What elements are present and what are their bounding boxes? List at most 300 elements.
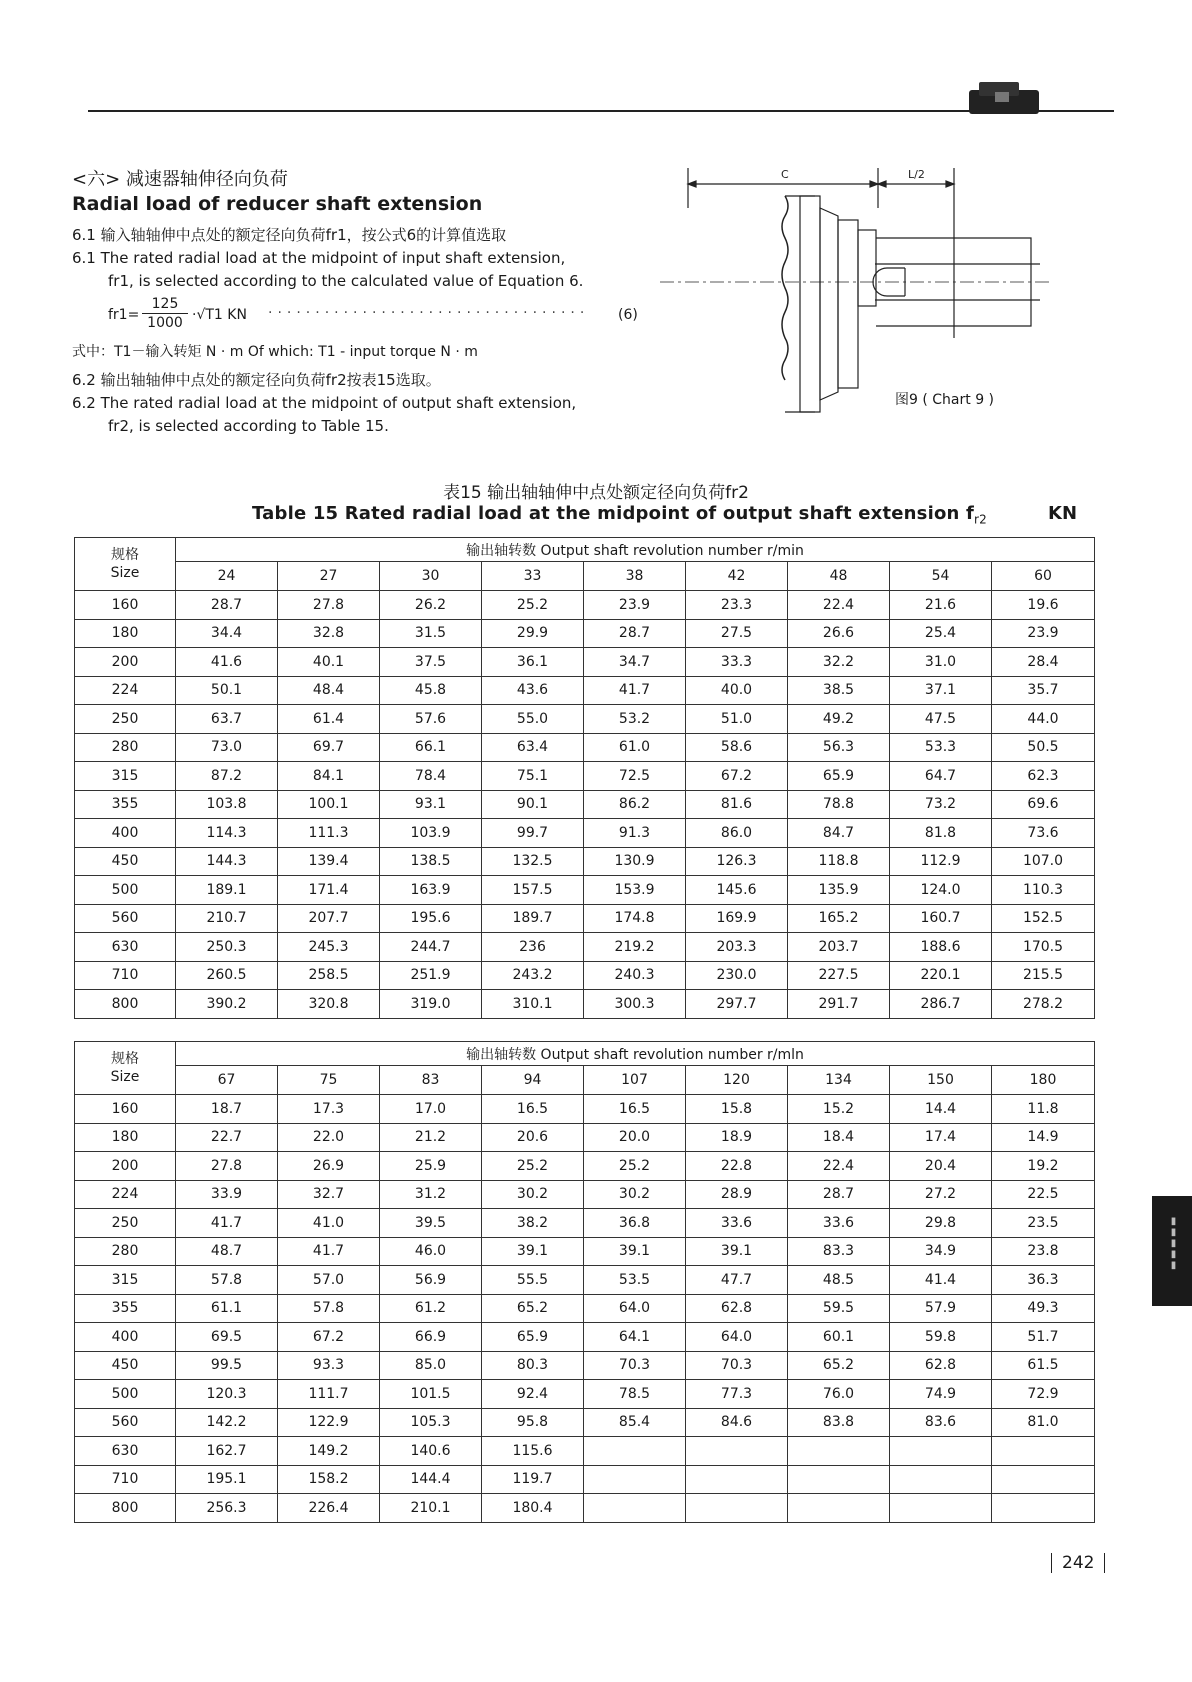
shaft-extension-diagram — [660, 168, 1050, 418]
load-cell: 27.8 — [176, 1152, 278, 1181]
load-cell: 23.9 — [992, 619, 1095, 648]
load-cell: 126.3 — [686, 847, 788, 876]
load-cell: 50.1 — [176, 676, 278, 705]
load-cell: 27.2 — [890, 1180, 992, 1209]
load-cell: 34.7 — [584, 648, 686, 677]
load-cell: 135.9 — [788, 876, 890, 905]
load-cell: 19.6 — [992, 591, 1095, 620]
load-cell: 114.3 — [176, 819, 278, 848]
load-cell: 93.3 — [278, 1351, 380, 1380]
para-6-1-cn: 6.1 输入轴轴伸中点处的额定径向负荷fr1，按公式6的计算值选取 — [72, 226, 507, 244]
load-cell: 28.4 — [992, 648, 1095, 677]
table-row — [75, 1266, 1095, 1295]
load-cell: 67.2 — [686, 762, 788, 791]
load-cell: 70.3 — [686, 1351, 788, 1380]
load-cell: 101.5 — [380, 1380, 482, 1409]
load-cell: 64.7 — [890, 762, 992, 791]
load-cell: 51.0 — [686, 705, 788, 734]
speed-header: 180 — [992, 1066, 1095, 1095]
size-header-cn: 规格 — [111, 547, 139, 563]
para-6-1-en-b: fr1, is selected according to the calculated value of Equation 6. — [108, 272, 584, 290]
load-cell: 152.5 — [992, 904, 1095, 933]
load-cell: 53.3 — [890, 733, 992, 762]
table-row — [75, 705, 1095, 734]
size-cell: 710 — [75, 961, 176, 990]
load-cell: 32.7 — [278, 1180, 380, 1209]
speed-header: 150 — [890, 1066, 992, 1095]
load-cell: 84.6 — [686, 1408, 788, 1437]
load-cell: 256.3 — [176, 1494, 278, 1523]
load-cell: 251.9 — [380, 961, 482, 990]
load-cell: 22.0 — [278, 1123, 380, 1152]
load-cell: 258.5 — [278, 961, 380, 990]
load-cell: 144.4 — [380, 1465, 482, 1494]
load-cell: 138.5 — [380, 847, 482, 876]
load-cell: 227.5 — [788, 961, 890, 990]
load-cell: 72.5 — [584, 762, 686, 791]
load-cell: 43.6 — [482, 676, 584, 705]
load-cell: 25.4 — [890, 619, 992, 648]
load-cell: 69.7 — [278, 733, 380, 762]
load-cell: 57.9 — [890, 1294, 992, 1323]
load-cell: 73.2 — [890, 790, 992, 819]
table-row — [75, 648, 1095, 677]
table-row — [75, 790, 1095, 819]
load-cell: 300.3 — [584, 990, 686, 1019]
load-cell: 50.5 — [992, 733, 1095, 762]
table-row — [75, 1437, 1095, 1466]
load-cell: 35.7 — [992, 676, 1095, 705]
load-cell: 74.9 — [890, 1380, 992, 1409]
load-cell: 57.0 — [278, 1266, 380, 1295]
size-cell: 500 — [75, 1380, 176, 1409]
formula-fraction — [142, 295, 188, 332]
load-cell: 286.7 — [890, 990, 992, 1019]
load-cell: 41.0 — [278, 1209, 380, 1238]
table-row — [75, 1294, 1095, 1323]
load-cell: 260.5 — [176, 961, 278, 990]
table-row — [75, 1494, 1095, 1523]
load-cell: 278.2 — [992, 990, 1095, 1019]
load-cell: 32.8 — [278, 619, 380, 648]
load-cell: 39.1 — [686, 1237, 788, 1266]
load-cell — [686, 1437, 788, 1466]
load-cell: 17.3 — [278, 1095, 380, 1124]
load-cell: 91.3 — [584, 819, 686, 848]
load-cell: 17.0 — [380, 1095, 482, 1124]
load-cell: 22.4 — [788, 1152, 890, 1181]
load-cell: 25.2 — [482, 591, 584, 620]
load-cell — [584, 1437, 686, 1466]
size-cell: 160 — [75, 591, 176, 620]
load-cell: 65.9 — [482, 1323, 584, 1352]
label-l2: L/2 — [908, 168, 925, 181]
size-cell: 560 — [75, 904, 176, 933]
load-cell: 107.0 — [992, 847, 1095, 876]
load-cell: 320.8 — [278, 990, 380, 1019]
load-cell: 203.3 — [686, 933, 788, 962]
load-cell: 103.8 — [176, 790, 278, 819]
load-cell: 153.9 — [584, 876, 686, 905]
load-cell: 195.6 — [380, 904, 482, 933]
load-cell: 65.2 — [788, 1351, 890, 1380]
load-cell: 220.1 — [890, 961, 992, 990]
load-cell: 84.7 — [788, 819, 890, 848]
load-cell: 319.0 — [380, 990, 482, 1019]
torque-note: 式中：T1－输入转矩 N · m Of which: T1 - input torque N · m — [72, 344, 478, 360]
load-cell: 139.4 — [278, 847, 380, 876]
load-cell: 60.1 — [788, 1323, 890, 1352]
load-cell: 69.6 — [992, 790, 1095, 819]
load-cell: 47.5 — [890, 705, 992, 734]
load-cell: 100.1 — [278, 790, 380, 819]
speed-header: 42 — [686, 562, 788, 591]
load-cell: 38.2 — [482, 1209, 584, 1238]
load-cell — [992, 1494, 1095, 1523]
load-cell: 26.6 — [788, 619, 890, 648]
load-cell — [584, 1465, 686, 1494]
size-cell: 224 — [75, 676, 176, 705]
side-tab-marker: ▮▮▮▮▮ — [1168, 1216, 1179, 1271]
load-cell: 36.1 — [482, 648, 584, 677]
size-header-en: Size — [110, 565, 140, 581]
load-cell: 44.0 — [992, 705, 1095, 734]
table-row — [75, 1380, 1095, 1409]
load-cell: 57.8 — [176, 1266, 278, 1295]
load-cell: 15.8 — [686, 1095, 788, 1124]
load-cell: 41.7 — [278, 1237, 380, 1266]
load-cell: 23.5 — [992, 1209, 1095, 1238]
load-cell: 174.8 — [584, 904, 686, 933]
load-cell: 61.4 — [278, 705, 380, 734]
load-cell: 66.9 — [380, 1323, 482, 1352]
rpm-header: 输出轴转数 Output shaft revolution number r/mln — [176, 1042, 1095, 1066]
speed-header: 33 — [482, 562, 584, 591]
chart-9-caption: 图9 ( Chart 9 ) — [895, 392, 995, 408]
load-cell: 99.5 — [176, 1351, 278, 1380]
table-title-cn: 表15 输出轴轴伸中点处额定径向负荷fr2 — [443, 483, 749, 503]
load-cell: 25.2 — [482, 1152, 584, 1181]
load-cell: 240.3 — [584, 961, 686, 990]
size-cell: 500 — [75, 876, 176, 905]
size-cell: 630 — [75, 1437, 176, 1466]
load-cell — [686, 1494, 788, 1523]
load-cell: 85.4 — [584, 1408, 686, 1437]
size-cell: 280 — [75, 733, 176, 762]
load-cell: 64.0 — [686, 1323, 788, 1352]
load-cell: 145.6 — [686, 876, 788, 905]
load-cell: 48.5 — [788, 1266, 890, 1295]
load-cell: 21.6 — [890, 591, 992, 620]
load-cell: 38.5 — [788, 676, 890, 705]
speed-header: 60 — [992, 562, 1095, 591]
speed-header: 134 — [788, 1066, 890, 1095]
para-6-1-en-a: 6.1 The rated radial load at the midpoint of input shaft extension, — [72, 249, 566, 267]
load-cell: 48.4 — [278, 676, 380, 705]
load-cell: 28.7 — [176, 591, 278, 620]
load-cell — [788, 1494, 890, 1523]
load-cell — [992, 1437, 1095, 1466]
formula-denominator: 1000 — [147, 315, 183, 331]
table-row — [75, 961, 1095, 990]
size-header-cn: 规格 — [111, 1051, 139, 1067]
load-cell: 22.7 — [176, 1123, 278, 1152]
table-row — [75, 904, 1095, 933]
load-cell: 189.7 — [482, 904, 584, 933]
load-cell: 87.2 — [176, 762, 278, 791]
load-cell — [890, 1465, 992, 1494]
load-cell: 23.9 — [584, 591, 686, 620]
load-cell: 37.1 — [890, 676, 992, 705]
page-number-text: 242 — [1062, 1553, 1095, 1573]
load-cell: 14.9 — [992, 1123, 1095, 1152]
load-cell: 122.9 — [278, 1408, 380, 1437]
table-title-en-text: Table 15 Rated radial load at the midpoint of output shaft extension f — [252, 503, 975, 524]
table-row — [75, 1209, 1095, 1238]
load-cell: 144.3 — [176, 847, 278, 876]
load-cell — [788, 1437, 890, 1466]
load-cell: 132.5 — [482, 847, 584, 876]
size-cell: 450 — [75, 847, 176, 876]
size-header — [75, 538, 176, 591]
load-cell: 110.3 — [992, 876, 1095, 905]
formula-leader-dots: ·································· — [268, 305, 590, 321]
formula-lhs: fr1= — [108, 307, 140, 323]
load-cell: 25.2 — [584, 1152, 686, 1181]
load-cell: 62.8 — [890, 1351, 992, 1380]
load-cell: 226.4 — [278, 1494, 380, 1523]
load-cell: 124.0 — [890, 876, 992, 905]
load-cell: 81.6 — [686, 790, 788, 819]
load-cell: 56.9 — [380, 1266, 482, 1295]
load-cell: 130.9 — [584, 847, 686, 876]
load-cell: 31.0 — [890, 648, 992, 677]
label-c: C — [781, 168, 789, 181]
load-cell: 22.4 — [788, 591, 890, 620]
load-cell: 112.9 — [890, 847, 992, 876]
load-cell: 169.9 — [686, 904, 788, 933]
load-cell: 20.4 — [890, 1152, 992, 1181]
load-cell: 111.7 — [278, 1380, 380, 1409]
radial-load-table-part1 — [74, 537, 1095, 1019]
section-radial-load — [72, 168, 638, 438]
load-cell: 33.6 — [686, 1209, 788, 1238]
load-cell: 33.6 — [788, 1209, 890, 1238]
equation-6 — [108, 295, 638, 335]
load-cell: 18.4 — [788, 1123, 890, 1152]
load-cell: 165.2 — [788, 904, 890, 933]
size-cell: 400 — [75, 819, 176, 848]
size-cell: 560 — [75, 1408, 176, 1437]
load-cell: 84.1 — [278, 762, 380, 791]
load-cell: 86.2 — [584, 790, 686, 819]
radial-load-table-part2 — [74, 1041, 1095, 1523]
load-cell: 120.3 — [176, 1380, 278, 1409]
load-cell: 49.3 — [992, 1294, 1095, 1323]
table-row — [75, 1408, 1095, 1437]
size-cell: 315 — [75, 1266, 176, 1295]
load-cell: 55.0 — [482, 705, 584, 734]
table-row — [75, 1351, 1095, 1380]
table-row — [75, 876, 1095, 905]
load-cell: 41.6 — [176, 648, 278, 677]
size-cell: 355 — [75, 1294, 176, 1323]
speed-header: 107 — [584, 1066, 686, 1095]
load-cell: 57.8 — [278, 1294, 380, 1323]
speed-header: 27 — [278, 562, 380, 591]
size-cell: 250 — [75, 705, 176, 734]
size-cell: 200 — [75, 1152, 176, 1181]
load-cell: 78.5 — [584, 1380, 686, 1409]
load-cell: 65.2 — [482, 1294, 584, 1323]
load-cell: 83.8 — [788, 1408, 890, 1437]
load-cell: 22.5 — [992, 1180, 1095, 1209]
load-cell — [584, 1494, 686, 1523]
table-row — [75, 990, 1095, 1019]
load-cell: 37.5 — [380, 648, 482, 677]
size-cell: 800 — [75, 1494, 176, 1523]
load-cell: 28.7 — [584, 619, 686, 648]
load-cell: 310.1 — [482, 990, 584, 1019]
load-cell: 20.6 — [482, 1123, 584, 1152]
table-row — [75, 676, 1095, 705]
load-cell: 230.0 — [686, 961, 788, 990]
load-cell: 64.1 — [584, 1323, 686, 1352]
load-cell: 118.8 — [788, 847, 890, 876]
load-cell: 115.6 — [482, 1437, 584, 1466]
load-cell: 59.5 — [788, 1294, 890, 1323]
load-cell: 47.7 — [686, 1266, 788, 1295]
load-cell: 93.1 — [380, 790, 482, 819]
speed-row — [75, 562, 1095, 591]
load-cell: 39.1 — [584, 1237, 686, 1266]
table-row — [75, 1152, 1095, 1181]
speed-header: 54 — [890, 562, 992, 591]
load-cell: 81.0 — [992, 1408, 1095, 1437]
load-cell: 39.1 — [482, 1237, 584, 1266]
speed-header: 48 — [788, 562, 890, 591]
load-cell: 80.3 — [482, 1351, 584, 1380]
load-cell: 51.7 — [992, 1323, 1095, 1352]
table-row — [75, 1180, 1095, 1209]
load-cell: 149.2 — [278, 1437, 380, 1466]
speed-header: 83 — [380, 1066, 482, 1095]
table-row — [75, 819, 1095, 848]
load-cell: 16.5 — [584, 1095, 686, 1124]
load-cell: 55.5 — [482, 1266, 584, 1295]
load-cell: 140.6 — [380, 1437, 482, 1466]
load-cell: 17.4 — [890, 1123, 992, 1152]
load-cell: 64.0 — [584, 1294, 686, 1323]
table-row — [75, 1237, 1095, 1266]
load-cell: 83.3 — [788, 1237, 890, 1266]
table-row — [75, 591, 1095, 620]
side-tab — [1152, 1196, 1192, 1306]
load-cell: 33.9 — [176, 1180, 278, 1209]
size-header — [75, 1042, 176, 1095]
load-cell: 16.5 — [482, 1095, 584, 1124]
load-cell: 18.7 — [176, 1095, 278, 1124]
load-cell: 34.4 — [176, 619, 278, 648]
load-cell: 59.8 — [890, 1323, 992, 1352]
load-cell: 39.5 — [380, 1209, 482, 1238]
load-cell: 31.5 — [380, 619, 482, 648]
table-row — [75, 1095, 1095, 1124]
load-cell: 170.5 — [992, 933, 1095, 962]
load-cell: 27.5 — [686, 619, 788, 648]
load-cell: 157.5 — [482, 876, 584, 905]
size-cell: 800 — [75, 990, 176, 1019]
load-cell: 41.7 — [584, 676, 686, 705]
para-6-2-cn: 6.2 输出轴轴伸中点处的额定径向负荷fr2按表15选取。 — [72, 371, 441, 389]
speed-header: 38 — [584, 562, 686, 591]
load-cell: 57.6 — [380, 705, 482, 734]
load-cell: 25.9 — [380, 1152, 482, 1181]
load-cell: 41.4 — [890, 1266, 992, 1295]
speed-header: 24 — [176, 562, 278, 591]
load-cell: 250.3 — [176, 933, 278, 962]
load-cell: 46.0 — [380, 1237, 482, 1266]
size-cell: 400 — [75, 1323, 176, 1352]
load-cell: 62.8 — [686, 1294, 788, 1323]
load-cell: 119.7 — [482, 1465, 584, 1494]
table-row — [75, 762, 1095, 791]
load-cell: 69.5 — [176, 1323, 278, 1352]
speed-header: 94 — [482, 1066, 584, 1095]
load-cell: 90.1 — [482, 790, 584, 819]
size-cell: 710 — [75, 1465, 176, 1494]
load-cell: 23.8 — [992, 1237, 1095, 1266]
load-cell: 23.3 — [686, 591, 788, 620]
load-cell: 26.9 — [278, 1152, 380, 1181]
load-cell: 61.5 — [992, 1351, 1095, 1380]
load-cell: 95.8 — [482, 1408, 584, 1437]
table-row — [75, 1465, 1095, 1494]
load-cell: 30.2 — [584, 1180, 686, 1209]
size-cell: 450 — [75, 1351, 176, 1380]
load-cell: 99.7 — [482, 819, 584, 848]
load-cell: 76.0 — [788, 1380, 890, 1409]
load-cell: 85.0 — [380, 1351, 482, 1380]
load-cell: 58.6 — [686, 733, 788, 762]
size-cell: 160 — [75, 1095, 176, 1124]
rpm-header: 输出轴转数 Output shaft revolution number r/min — [176, 538, 1095, 562]
load-cell: 19.2 — [992, 1152, 1095, 1181]
load-cell: 21.2 — [380, 1123, 482, 1152]
load-cell: 86.0 — [686, 819, 788, 848]
size-cell: 180 — [75, 1123, 176, 1152]
load-cell: 244.7 — [380, 933, 482, 962]
load-cell: 73.6 — [992, 819, 1095, 848]
load-cell: 11.8 — [992, 1095, 1095, 1124]
load-cell: 41.7 — [176, 1209, 278, 1238]
load-cell: 390.2 — [176, 990, 278, 1019]
table-row — [75, 933, 1095, 962]
load-cell: 27.8 — [278, 591, 380, 620]
load-cell: 243.2 — [482, 961, 584, 990]
load-cell: 215.5 — [992, 961, 1095, 990]
load-cell: 92.4 — [482, 1380, 584, 1409]
load-cell: 160.7 — [890, 904, 992, 933]
load-cell — [890, 1494, 992, 1523]
load-cell: 65.9 — [788, 762, 890, 791]
para-6-2-en-a: 6.2 The rated radial load at the midpoint of output shaft extension, — [72, 394, 577, 412]
reducer-logo-icon — [965, 78, 1045, 118]
load-cell: 67.2 — [278, 1323, 380, 1352]
load-cell: 188.6 — [890, 933, 992, 962]
speed-header: 75 — [278, 1066, 380, 1095]
table-row — [75, 1123, 1095, 1152]
